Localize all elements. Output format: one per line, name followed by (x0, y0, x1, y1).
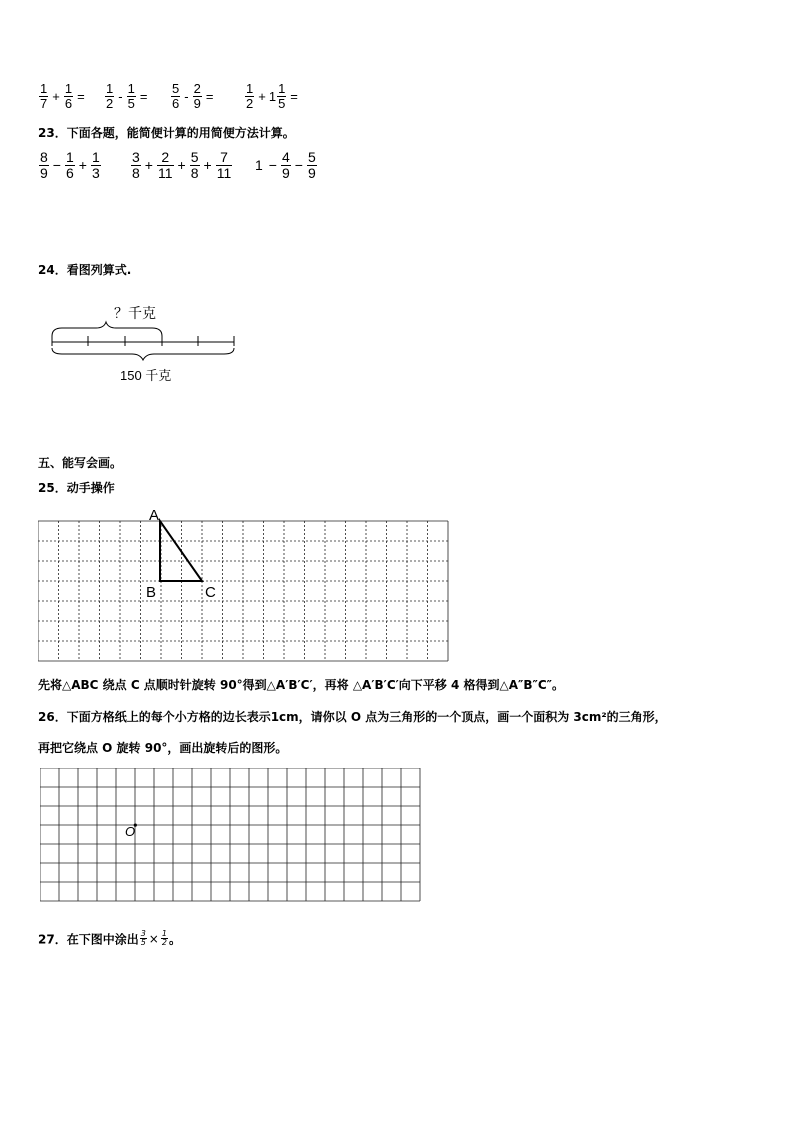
dotted-grid (38, 521, 448, 661)
label-c: C (205, 584, 216, 601)
expression-row-1: $\frac{1}{7}$ + $\frac{1}{6}$ = (40, 81, 85, 111)
fraction: $\frac{1}{3}$ (91, 149, 100, 181)
fraction: $\frac{1}{2}$ (161, 929, 167, 948)
question-24-title: 24．看图列算式. (38, 263, 132, 277)
grid-q25 (38, 505, 450, 665)
question-23-title: 23．下面各题，能简便计算的用简便方法计算。 (38, 126, 295, 140)
question-25-instruction: 先将△ABC 绕点 C 点顺时针旋转 90°得到△A′B′C′，再将 △A′B′C′向下平移 4 格得到△A″B″C″。 (38, 678, 565, 692)
question-26-line-1: 26．下面方格纸上的每个小方格的边长表示1cm，请你以 O 点为三角形的一个顶点，画一个面积为 3cm²的三角形， (38, 710, 667, 724)
fraction: $\frac{1}{5}$ (278, 81, 286, 111)
section-5-title: 五、能写会画。 (38, 456, 123, 470)
bottom-label: 150 千克 (120, 368, 172, 383)
fraction: $\frac{8}{9}$ (40, 149, 48, 181)
fraction: $\frac{1}{6}$ (65, 149, 74, 181)
q23-expression-1: $\frac{8}{9}$ − $\frac{1}{6}$ + $\frac{1}{3}$ (40, 149, 100, 181)
top-brace (52, 322, 162, 336)
question-27-title: 27．在下图中涂出 $\frac{3}{5}$ × $\frac{1}{2}$ 。 (38, 929, 181, 948)
fraction: $\frac{1}{2}$ (246, 81, 254, 111)
label-a: A (149, 507, 160, 524)
label-o: O (125, 824, 136, 839)
fraction: $\frac{1}{5}$ (127, 81, 135, 111)
segment-diagram (40, 300, 250, 390)
fraction: $\frac{5}{9}$ (307, 149, 316, 181)
fraction: $\frac{2}{9}$ (193, 81, 201, 111)
fraction: $\frac{7}{11}$ (216, 149, 232, 181)
triangle-abc (160, 521, 202, 581)
question-25-title: 25．动手操作 (38, 481, 115, 495)
fraction: $\frac{3}{8}$ (132, 149, 140, 181)
fraction: $\frac{5}{8}$ (190, 149, 199, 181)
expression-row-2: $\frac{1}{2}$ - $\frac{1}{5}$ = (106, 81, 148, 111)
q23-expression-2: $\frac{3}{8}$ + $\frac{2}{11}$ + $\frac{5}{8}$ + $\frac{7}{11}$ (132, 149, 232, 181)
fraction: $\frac{1}{7}$ (40, 81, 48, 111)
grid-q26 (40, 768, 422, 903)
label-b: B (146, 584, 157, 601)
expression-row-3: $\frac{5}{6}$ - $\frac{2}{9}$ = (172, 81, 214, 111)
fraction: $\frac{1}{2}$ (106, 81, 114, 111)
fraction: $\frac{4}{9}$ (281, 149, 290, 181)
tick-marks (52, 336, 234, 346)
fraction: $\frac{3}{5}$ (140, 929, 146, 948)
square-grid (40, 768, 420, 901)
q23-expression-3: 1 − $\frac{4}{9}$ − $\frac{5}{9}$ (255, 149, 316, 181)
question-26-line-2: 再把它绕点 O 旋转 90°，画出旋转后的图形。 (38, 741, 288, 755)
bottom-brace (52, 348, 234, 360)
top-label: ？千克 (114, 305, 156, 321)
fraction: $\frac{2}{11}$ (157, 149, 173, 181)
expression-row-4: $\frac{1}{2}$ + 1 $\frac{1}{5}$ = (246, 81, 298, 111)
fraction: $\frac{5}{6}$ (172, 81, 180, 111)
fraction: $\frac{1}{6}$ (64, 81, 73, 111)
